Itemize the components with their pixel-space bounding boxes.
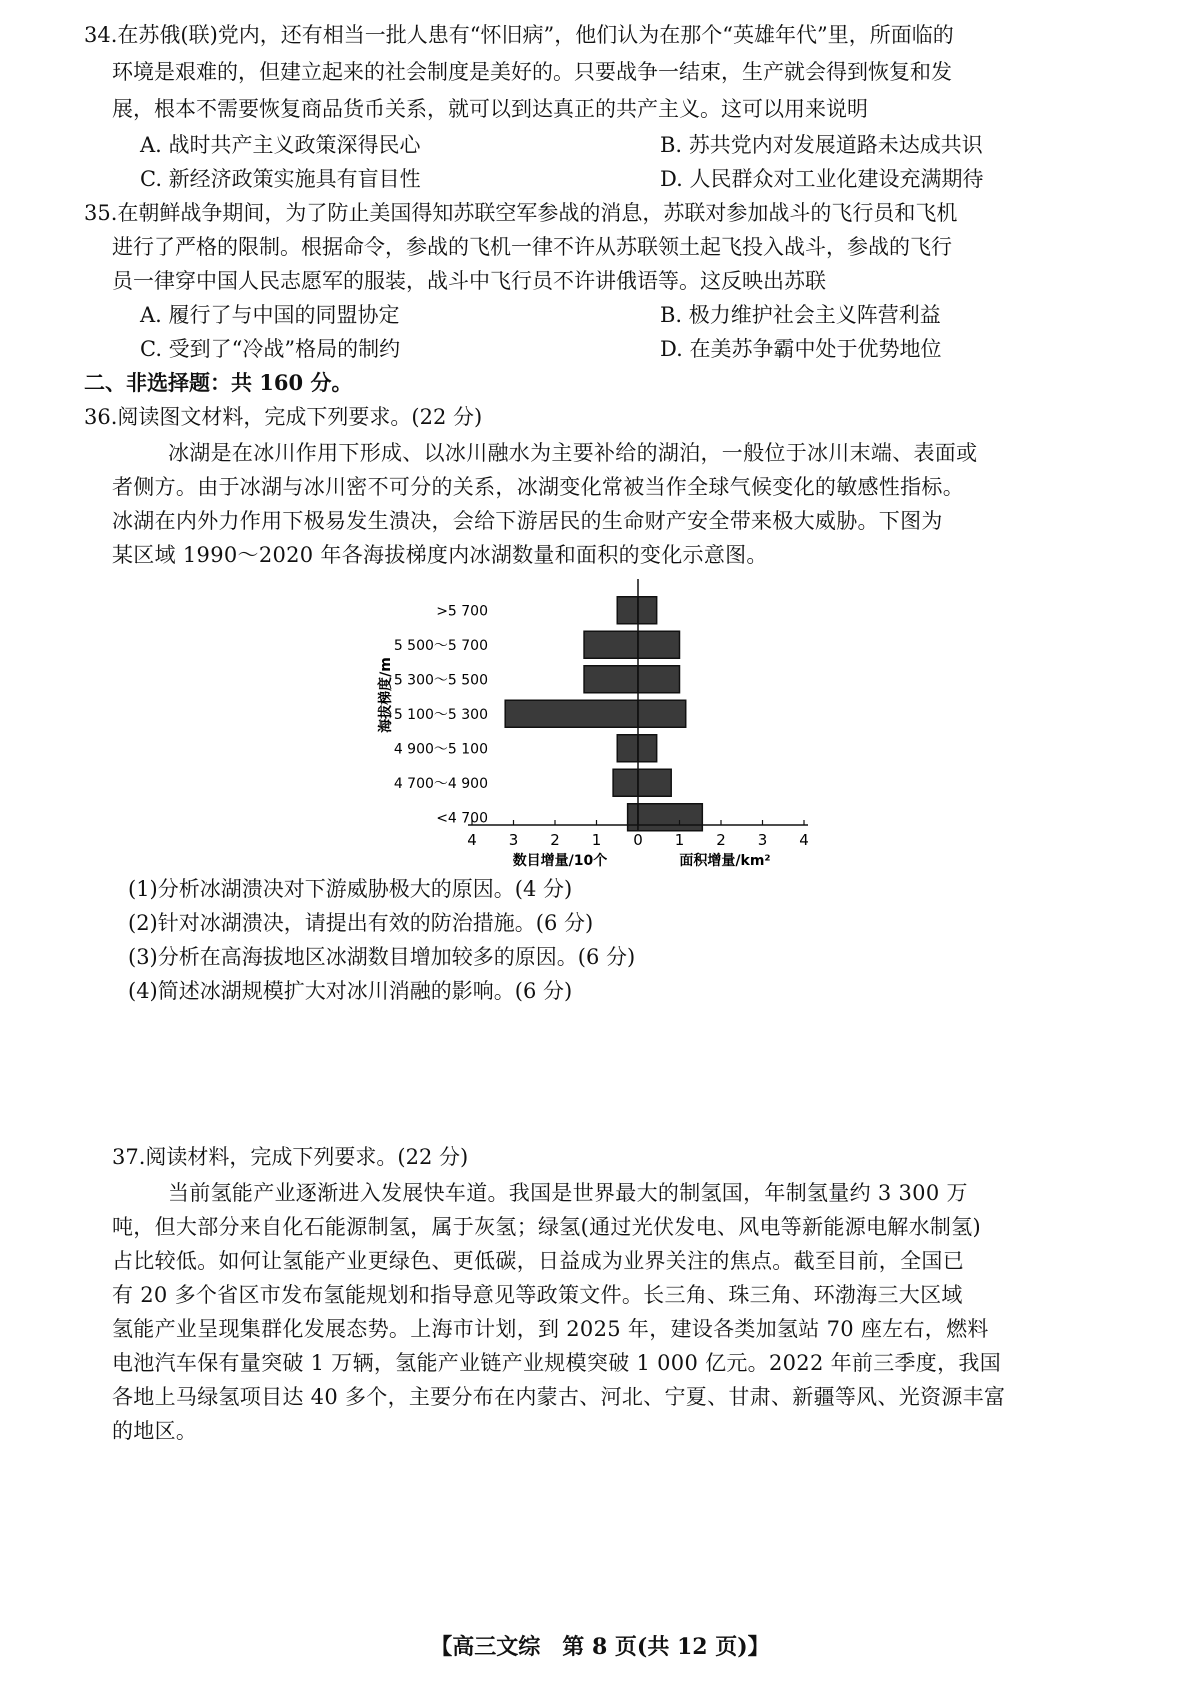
glacial-lake-chart (370, 575, 850, 875)
q36-para-line-3: 冰湖在内外力作用下极易发生溃决，会给下游居民的生命财产安全带来极大威胁。下图为 (112, 509, 943, 533)
chart-bars (505, 597, 702, 831)
q34-line-2: 环境是艰难的，但建立起来的社会制度是美好的。只要战争一结束，生产就会得到恢复和发 (112, 60, 952, 84)
q36-para-line-2: 者侧方。由于冰湖与冰川密不可分的关系，冰湖变化常被当作全球气候变化的敏感性指标。 (112, 475, 964, 499)
q35-option-c: C. 受到了“冷战”格局的制约 (140, 337, 401, 361)
category-label: 5 100～5 300 (393, 706, 488, 723)
area-increase-bar (638, 804, 702, 831)
q37-para-line-4: 有 20 多个省区市发布氢能规划和指导意见等政策文件。长三角、珠三角、环渤海三大区域 (112, 1283, 963, 1307)
q34-option-c: C. 新经济政策实施具有盲目性 (140, 167, 421, 191)
q36-question-3: (3)分析在高海拔地区冰湖数目增加较多的原因。(6 分) (128, 945, 636, 969)
q37-para-line-5: 氢能产业呈现集群化发展态势。上海市计划，到 2025 年，建设各类加氢站 70 座左右，燃料 (112, 1317, 989, 1341)
count-increase-bar (584, 666, 638, 693)
q36-question-2: (2)针对冰湖溃决，请提出有效的防治措施。(6 分) (128, 911, 594, 935)
category-label: <4 700 (436, 810, 488, 827)
area-increase-bar (638, 700, 686, 727)
q36-para-line-4: 某区域 1990～2020 年各海拔梯度内冰湖数量和面积的变化示意图。 (112, 543, 768, 567)
area-increase-bar (638, 666, 680, 693)
q36-title: 36.阅读图文材料，完成下列要求。(22 分) (84, 405, 483, 429)
count-increase-bar (617, 735, 638, 762)
q35-option-b: B. 极力维护社会主义阵营利益 (660, 303, 941, 327)
count-increase-bar (628, 804, 638, 831)
y-axis-label: 海拔梯度/m (378, 657, 394, 733)
category-label: 4 700～4 900 (393, 775, 488, 792)
x-tick-label: 3 (508, 831, 519, 849)
count-increase-bar (584, 631, 638, 658)
q34-line-1: 34.在苏俄(联)党内，还有相当一批人患有“怀旧病”，他们认为在那个“英雄年代”里，所面临的 (84, 23, 954, 47)
x-tick-label: 3 (757, 831, 768, 849)
category-label: 4 900～5 100 (393, 741, 488, 758)
q34-option-b: B. 苏共党内对发展道路未达成共识 (660, 133, 983, 157)
q37-para-line-8: 的地区。 (112, 1419, 198, 1443)
category-label: >5 700 (436, 603, 488, 620)
area-increase-bar (638, 597, 657, 624)
category-label: 5 300～5 500 (393, 672, 488, 689)
area-increase-bar (638, 631, 680, 658)
q34-option-a: A. 战时共产主义政策深得民心 (140, 133, 421, 157)
q37-title: 37.阅读材料，完成下列要求。(22 分) (112, 1145, 469, 1169)
area-increase-bar (638, 769, 671, 796)
q35-option-a: A. 履行了与中国的同盟协定 (140, 303, 400, 327)
category-label: 5 500～5 700 (393, 637, 488, 654)
x-tick-label: 1 (591, 831, 602, 849)
q35-line-3: 员一律穿中国人民志愿军的服装，战斗中飞行员不许讲俄语等。这反映出苏联 (112, 269, 826, 293)
x-tick-label: 2 (550, 831, 560, 849)
q34-option-d: D. 人民群众对工业化建设充满期待 (660, 167, 984, 191)
q37-para-line-1: 当前氢能产业逐渐进入发展快车道。我国是世界最大的制氢国，年制氢量约 3 300 万 (168, 1181, 968, 1205)
q36-question-1: (1)分析冰湖溃决对下游威胁极大的原因。(4 分) (128, 877, 573, 901)
q36-question-4: (4)简述冰湖规模扩大对冰川消融的影响。(6 分) (128, 979, 573, 1003)
section-heading: 二、非选择题：共 160 分。 (84, 370, 353, 395)
x-tick-label: 4 (467, 831, 477, 849)
x-tick-label: 0 (633, 831, 643, 849)
q35-line-2: 进行了严格的限制。根据命令，参战的飞机一律不许从苏联领土起飞投入战斗，参战的飞行 (112, 235, 952, 259)
q37-para-line-3: 占比较低。如何让氢能产业更绿色、更低碳，日益成为业界关注的焦点。截至目前，全国已 (112, 1249, 964, 1273)
x-axis-label-left: 数目增量/10个 (512, 853, 608, 869)
area-increase-bar (638, 735, 657, 762)
count-increase-bar (617, 597, 638, 624)
q37-para-line-7: 各地上马绿氢项目达 40 多个，主要分布在内蒙古、河北、宁夏、甘肃、新疆等风、光资源丰富 (112, 1385, 1006, 1409)
q37-para-line-6: 电池汽车保有量突破 1 万辆，氢能产业链产业规模突破 1 000 亿元。2022 年前三季度，我国 (112, 1351, 1001, 1375)
page-footer: 【高三文综 第 8 页(共 12 页)】 (430, 1634, 770, 1660)
q34-line-3: 展，根本不需要恢复商品货币关系，就可以到达真正的共产主义。这可以用来说明 (112, 97, 868, 121)
count-increase-bar (613, 769, 638, 796)
q35-option-d: D. 在美苏争霸中处于优势地位 (660, 337, 942, 361)
q36-para-line-1: 冰湖是在冰川作用下形成、以冰川融水为主要补给的湖泊，一般位于冰川末端、表面或 (168, 441, 978, 465)
x-axis-label-right: 面积增量/km² (679, 853, 771, 869)
x-tick-label: 2 (716, 831, 726, 849)
q35-line-1: 35.在朝鲜战争期间，为了防止美国得知苏联空军参战的消息，苏联对参加战斗的飞行员和飞机 (84, 201, 958, 225)
x-tick-label: 4 (799, 831, 809, 849)
x-tick-label: 1 (674, 831, 685, 849)
q37-para-line-2: 吨，但大部分来自化石能源制氢，属于灰氢；绿氢(通过光伏发电、风电等新能源电解水制氢) (112, 1215, 981, 1239)
count-increase-bar (505, 700, 638, 727)
category-labels (394, 603, 488, 826)
